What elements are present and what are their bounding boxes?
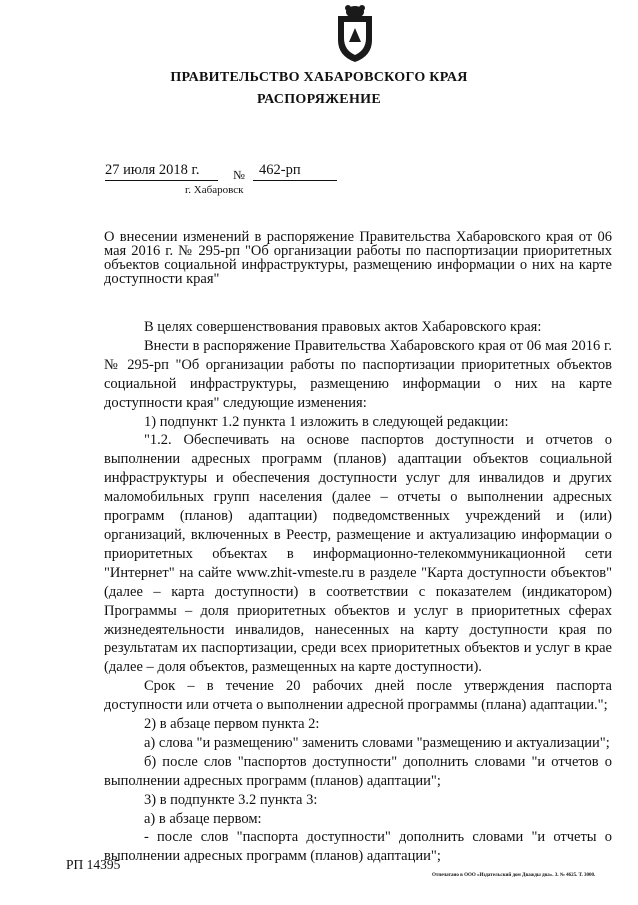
government-title: ПРАВИТЕЛЬСТВО ХАБАРОВСКОГО КРАЯ bbox=[170, 70, 468, 85]
document-subject: О внесении изменений в распоряжение Правительства Хабаровского края от 06 мая 2016 г. № 295-рп "Об организации работы по паспортизации приоритетных объектов социальной инфраструктуры, размещению информации о них на карте доступности края" bbox=[104, 229, 612, 287]
document-date: 27 июля 2018 г. bbox=[105, 162, 218, 181]
paragraph: Срок – в течение 20 рабочих дней после утверждения паспорта доступности или отчета о выполнении адресной программы (плана) адаптации."; bbox=[104, 678, 612, 714]
paragraph: 2) в абзаце первом пункта 2: bbox=[144, 716, 320, 733]
paragraph: а) в абзаце первом: bbox=[144, 810, 262, 827]
document-city: г. Хабаровск bbox=[185, 184, 244, 196]
document-type: РАСПОРЯЖЕНИЕ bbox=[257, 92, 381, 107]
document-number: 462-рп bbox=[253, 162, 337, 181]
paragraph: - после слов "паспорта доступности" дополнить словами "и отчеты о выполнении адресных программ (планов) адаптации"; bbox=[104, 829, 612, 865]
paragraph: б) после слов "паспортов доступности" дополнить словами "и отчетов о выполнении адресных программ (планов) адаптации"; bbox=[104, 753, 612, 789]
document-body bbox=[104, 318, 612, 866]
paragraph: 1) подпункт 1.2 пункта 1 изложить в следующей редакции: bbox=[144, 413, 509, 430]
number-label: № bbox=[233, 168, 245, 182]
printer-imprint: Отпечатано в ООО «Издательский дом Дважды два». З. № 4625. Т. 3000. bbox=[432, 873, 596, 878]
paragraph: а) слова "и размещению" заменить словами "размещению и актуализации"; bbox=[144, 734, 610, 751]
registration-number: РП 14395 bbox=[66, 857, 121, 872]
paragraph: "1.2. Обеспечивать на основе паспортов доступности и отчетов о выполнении адресных программ (планов) адаптации объектов социальной инфраструктуры и обеспечения доступности услуг для инвалидов и других маломобильных групп населения (далее – отчеты о выполнении адресных программ (планов) адаптации) подведомственных учреждений и (или) организаций, включенных в Реестр, размещение и актуализацию информации о приоритетных объектах в информационно-телекоммуникационной сети "Интернет" на сайте www.zhit-vmeste.ru в разделе "Карта доступности объектов" (далее – карта доступности) в соответствии с показателем (индикатором) Программы – доля приоритетных объектов и услуг в приоритетных сферах жизнедеятельности инвалидов, нанесенных на карту доступности края по результатам их паспортизации, среди всех приоритетных объектов и услуг в крае (далее – доля объектов, размещенных на карте доступности). bbox=[104, 432, 612, 676]
paragraph: Внести в распоряжение Правительства Хабаровского края от 06 мая 2016 г. № 295-рп "Об организации работы по паспортизации приоритетных объектов социальной инфраструктуры, размещению информации о них на карте доступности края" следующие изменения: bbox=[104, 337, 612, 411]
paragraph: 3) в подпункте 3.2 пункта 3: bbox=[144, 791, 318, 808]
coat-of-arms-icon bbox=[330, 4, 380, 64]
paragraph: В целях совершенствования правовых актов Хабаровского края: bbox=[144, 319, 542, 335]
